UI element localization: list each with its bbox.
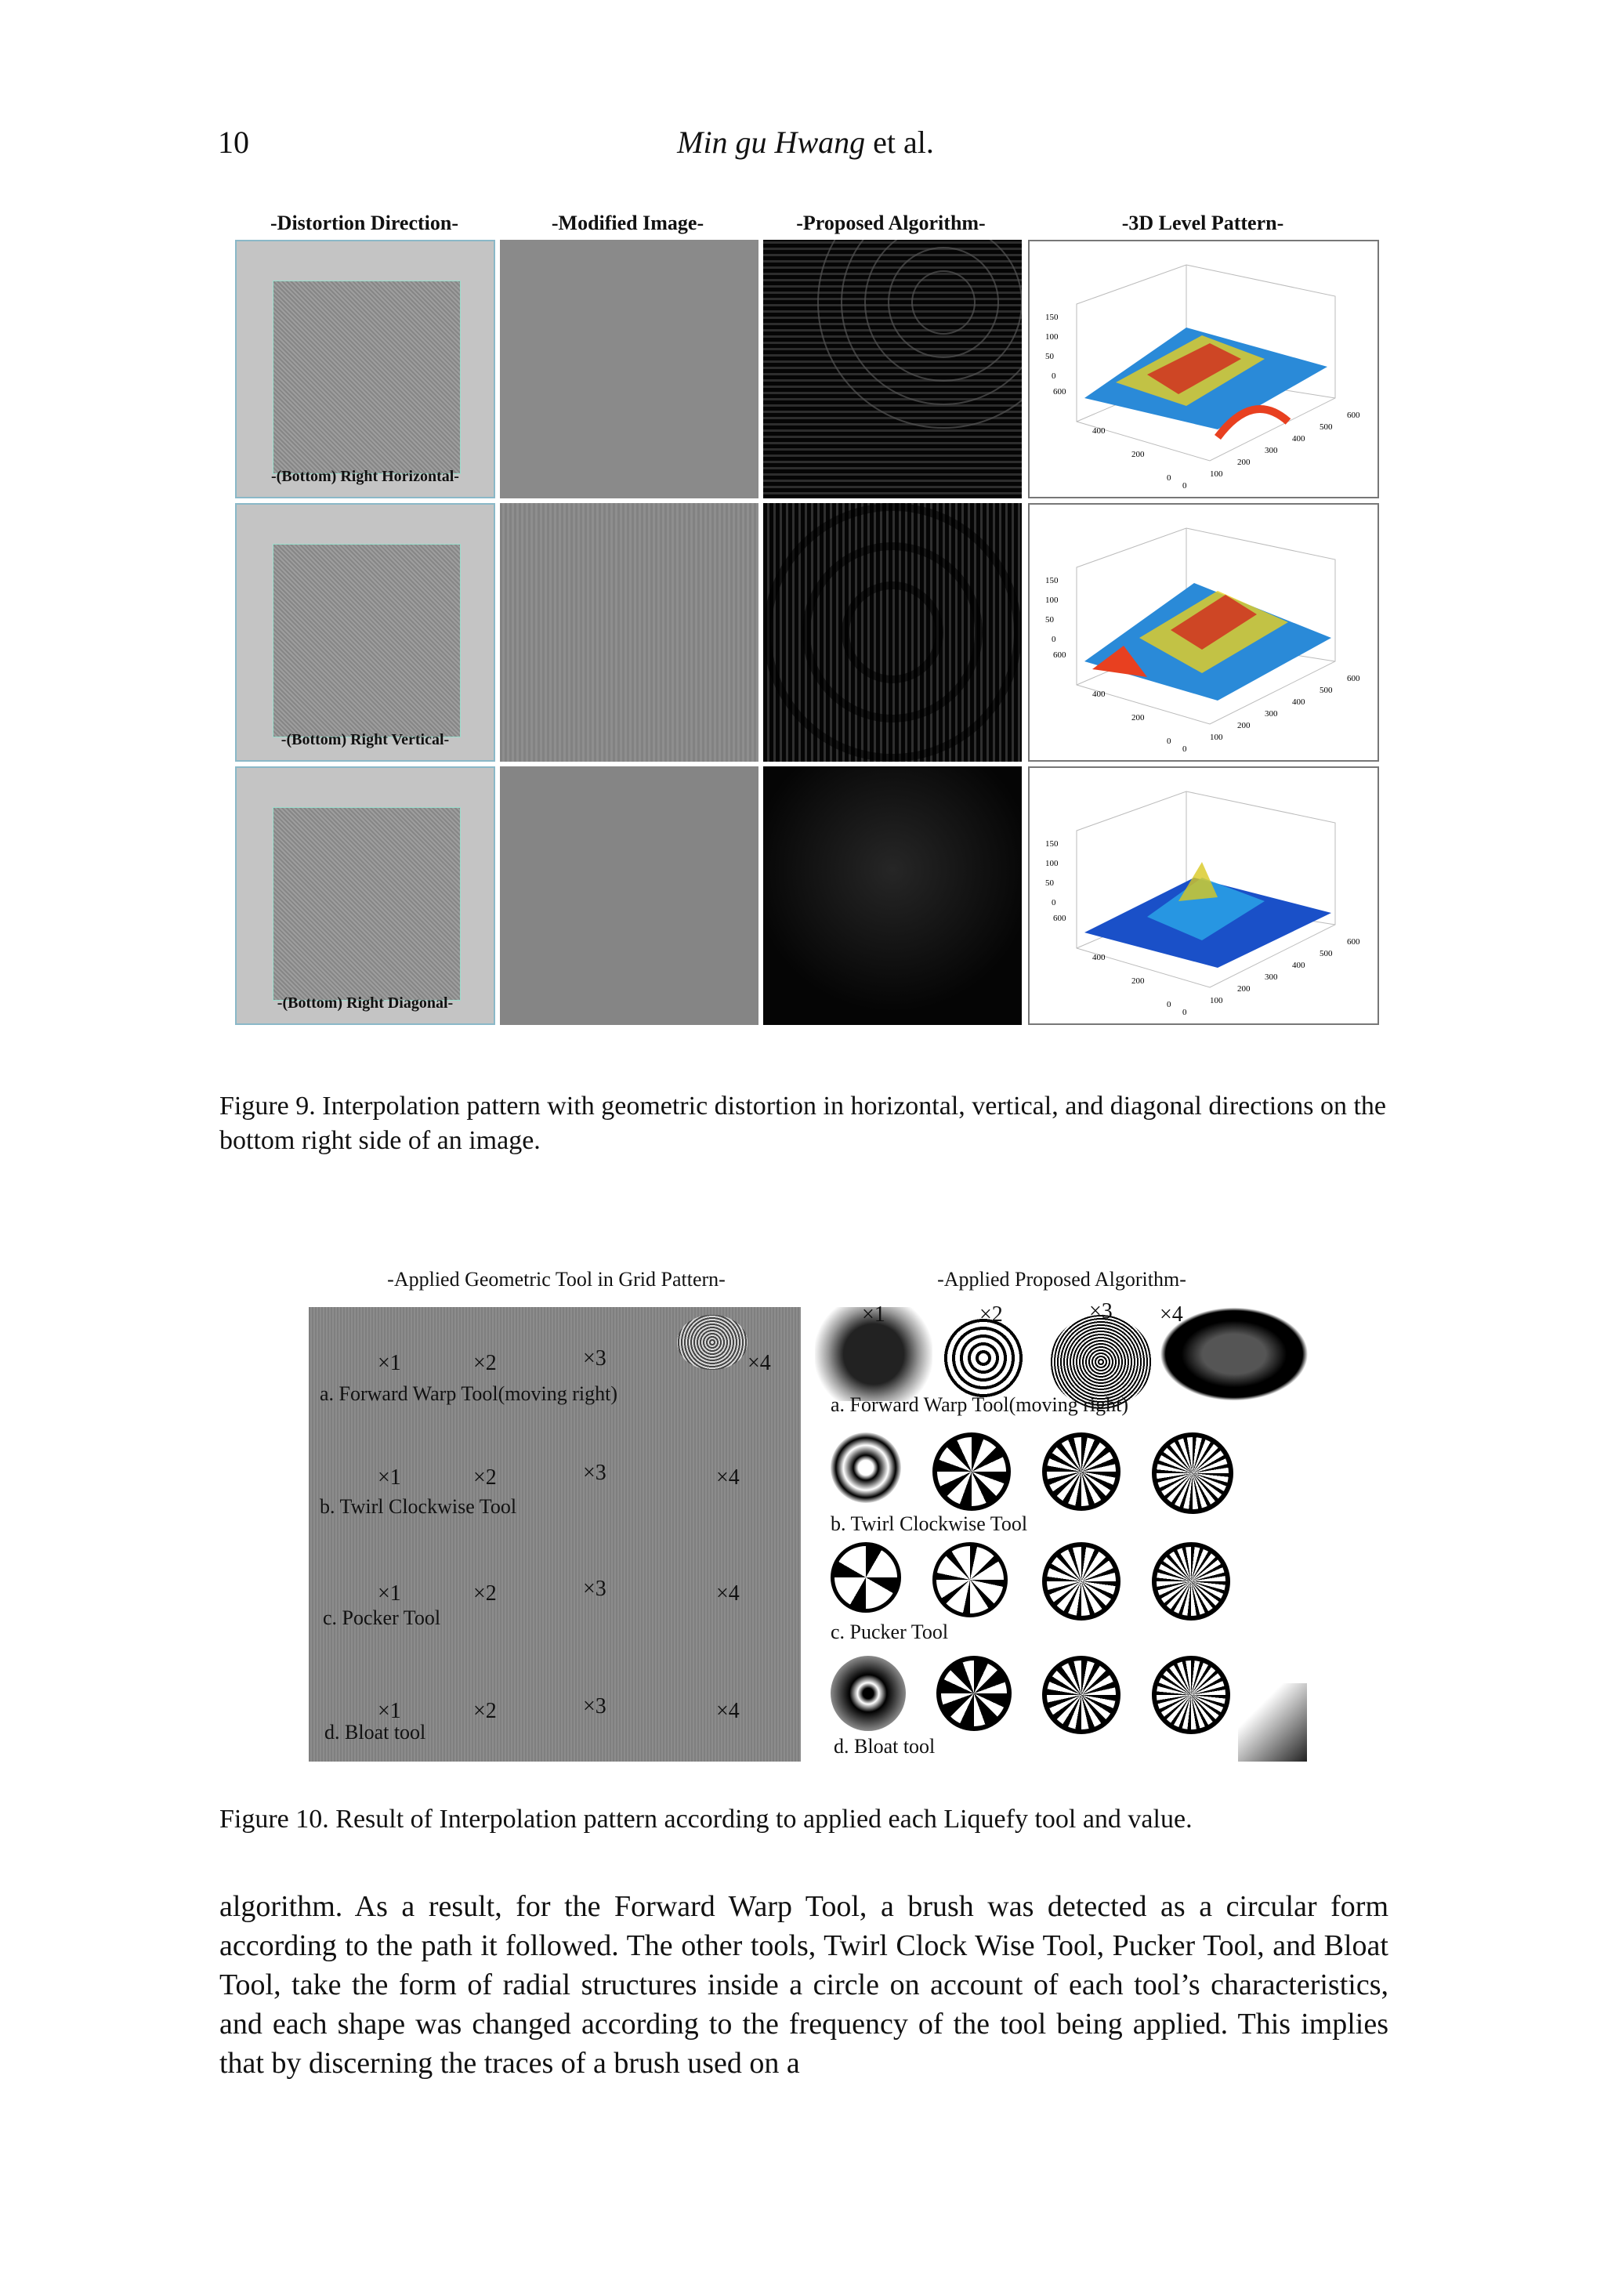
tool-label: d. Bloat tool	[834, 1735, 936, 1758]
x-tick: 300	[1265, 709, 1278, 719]
row-label-horizontal: -(Bottom) Right Horizontal-	[271, 468, 459, 485]
x-tick: 500	[1320, 422, 1333, 432]
mult-label: ×2	[473, 1699, 497, 1723]
z-tick: 0	[1052, 371, 1056, 381]
x-tick: 300	[1265, 972, 1278, 982]
distortion-panel	[235, 766, 495, 1025]
z-tick: 50	[1045, 615, 1054, 625]
3d-plot-panel	[1028, 503, 1379, 762]
result-radial	[831, 1656, 906, 1731]
tool-label: a. Forward Warp Tool(moving right)	[831, 1393, 1129, 1416]
mult-label: ×1	[862, 1302, 885, 1327]
mult-label: ×4	[716, 1465, 740, 1490]
modified-image-panel	[500, 503, 758, 762]
distortion-panel	[235, 240, 495, 498]
result-corner-gradient	[1238, 1683, 1307, 1762]
x-tick: 500	[1320, 686, 1333, 695]
x-tick: 600	[1347, 937, 1360, 947]
modified-image-panel	[500, 766, 758, 1025]
mult-label: ×3	[583, 1577, 606, 1601]
mult-label: ×2	[473, 1465, 497, 1490]
3d-plot-panel	[1028, 240, 1379, 498]
result-radial	[831, 1432, 901, 1503]
algorithm-panel	[763, 766, 1022, 1025]
x-tick: 400	[1292, 434, 1305, 444]
z-tick: 100	[1045, 859, 1059, 868]
y-tick: 200	[1131, 713, 1145, 722]
figure10-right-title: -Applied Proposed Algorithm-	[937, 1268, 1186, 1291]
mult-label: ×2	[473, 1351, 497, 1375]
result-radial	[831, 1542, 901, 1613]
algorithm-result-panel	[815, 1299, 1307, 1762]
result-radial	[1042, 1542, 1120, 1621]
tool-label: c. Pucker Tool	[831, 1621, 949, 1643]
interference-pattern	[763, 503, 1022, 762]
x-tick: 400	[1292, 961, 1305, 970]
mult-label: ×3	[583, 1346, 606, 1371]
mult-label: ×3	[583, 1694, 606, 1718]
result-rings	[940, 1315, 1026, 1401]
modified-image-panel	[500, 240, 758, 498]
body-paragraph: algorithm. As a result, for the Forward Warp Tool, a brush was detected as a circular form according to the path it followed. The other tools, Twirl Clock Wise Tool, Pucker Tool, and Bloat Tool, take the form of radial structures inside a circle on account of each tool’s characteristics, and each shape was changed according to the frequency of the tool being applied. This implies that by discerning the traces of a brush used on a	[219, 1890, 1388, 2080]
algorithm-panel	[763, 503, 1022, 762]
z-tick: 0	[1052, 635, 1056, 644]
figure10-left-title: -Applied Geometric Tool in Grid Pattern-	[387, 1268, 726, 1291]
tool-label: b. Twirl Clockwise Tool	[320, 1495, 517, 1518]
x-tick: 500	[1320, 949, 1333, 958]
z-tick: 150	[1045, 313, 1059, 322]
column-header-algorithm: -Proposed Algorithm-	[796, 212, 986, 234]
y-tick: 0	[1167, 473, 1171, 483]
mult-label: ×4	[1160, 1302, 1183, 1327]
x-tick: 0	[1182, 744, 1187, 754]
y-tick: 600	[1053, 914, 1066, 923]
y-tick: 400	[1092, 690, 1106, 699]
result-radial	[932, 1432, 1011, 1511]
figure-9	[235, 212, 1379, 1042]
result-radial	[932, 1542, 1008, 1617]
y-tick: 0	[1167, 1000, 1171, 1009]
running-header-etal: et al.	[873, 125, 934, 160]
z-tick: 50	[1045, 878, 1054, 888]
distorted-grid-image	[273, 807, 461, 1001]
mult-label: ×3	[1089, 1299, 1113, 1324]
column-header-3d: -3D Level Pattern-	[1121, 212, 1284, 234]
result-radial	[1152, 1656, 1230, 1734]
algorithm-panel	[763, 240, 1022, 498]
distortion-panel	[235, 503, 495, 762]
distorted-grid-image	[273, 544, 461, 737]
result-radial	[1152, 1542, 1230, 1621]
result-radial	[936, 1656, 1012, 1731]
mult-label: ×2	[473, 1581, 497, 1606]
3d-surface-plot	[1030, 505, 1377, 760]
row-label-vertical: -(Bottom) Right Vertical-	[281, 731, 450, 748]
y-tick: 0	[1167, 737, 1171, 746]
z-tick: 150	[1045, 839, 1059, 849]
mult-label: ×1	[378, 1465, 401, 1490]
page-number: 10	[218, 125, 249, 160]
tool-label: d. Bloat tool	[324, 1721, 426, 1744]
x-tick: 400	[1292, 697, 1305, 707]
column-header-modified: -Modified Image-	[551, 212, 704, 234]
y-tick: 400	[1092, 953, 1106, 962]
y-tick: 600	[1053, 387, 1066, 397]
running-header-authors: Min gu Hwang	[677, 125, 866, 160]
interference-pattern	[763, 240, 1022, 498]
mult-label: ×4	[748, 1351, 771, 1375]
x-tick: 100	[1210, 733, 1223, 742]
result-radial	[1152, 1432, 1233, 1514]
x-tick: 200	[1237, 458, 1251, 467]
z-tick: 150	[1045, 576, 1059, 585]
x-tick: 200	[1237, 721, 1251, 730]
figure-10	[306, 1268, 1316, 1769]
mult-label: ×3	[583, 1461, 606, 1485]
z-tick: 100	[1045, 596, 1059, 605]
mult-label: ×1	[378, 1581, 401, 1606]
x-tick: 600	[1347, 411, 1360, 420]
mult-label: ×4	[716, 1581, 740, 1606]
row-label-diagonal: -(Bottom) Right Diagonal-	[277, 994, 454, 1012]
result-radial	[1042, 1432, 1120, 1511]
x-tick: 600	[1347, 674, 1360, 683]
mult-label: ×2	[979, 1302, 1003, 1327]
z-tick: 100	[1045, 332, 1059, 342]
y-tick: 400	[1092, 426, 1106, 436]
figure-9-caption: Figure 9. Interpolation pattern with geometric distortion in horizontal, vertical, and diagonal directions on the bottom right side of an image.	[219, 1092, 1386, 1155]
tool-label: c. Pocker Tool	[323, 1606, 441, 1629]
running-header	[0, 124, 1611, 161]
y-tick: 200	[1131, 450, 1145, 459]
warp-artifact	[677, 1315, 748, 1370]
figure-10-caption: Figure 10. Result of Interpolation pattern according to applied each Liquefy tool and value.	[219, 1805, 1193, 1834]
x-tick: 0	[1182, 1008, 1187, 1017]
x-tick: 100	[1210, 996, 1223, 1005]
z-tick: 0	[1052, 898, 1056, 907]
distorted-grid-image	[273, 281, 461, 474]
mult-label: ×1	[378, 1351, 401, 1375]
3d-plot-panel	[1028, 766, 1379, 1025]
y-tick: 200	[1131, 976, 1145, 986]
tool-label: b. Twirl Clockwise Tool	[831, 1512, 1028, 1535]
y-tick: 600	[1053, 650, 1066, 660]
mult-label: ×1	[378, 1699, 401, 1723]
x-tick: 100	[1210, 469, 1223, 479]
mult-label: ×4	[716, 1699, 740, 1723]
result-radial	[1042, 1656, 1120, 1734]
tool-label: a. Forward Warp Tool(moving right)	[320, 1382, 618, 1405]
grid-pattern-panel	[309, 1307, 801, 1762]
3d-surface-plot	[1030, 241, 1377, 497]
column-header-distortion: -Distortion Direction-	[270, 212, 458, 234]
x-tick: 300	[1265, 446, 1278, 455]
z-tick: 50	[1045, 352, 1054, 361]
x-tick: 200	[1237, 984, 1251, 994]
x-tick: 0	[1182, 481, 1187, 491]
3d-surface-plot	[1030, 768, 1377, 1023]
